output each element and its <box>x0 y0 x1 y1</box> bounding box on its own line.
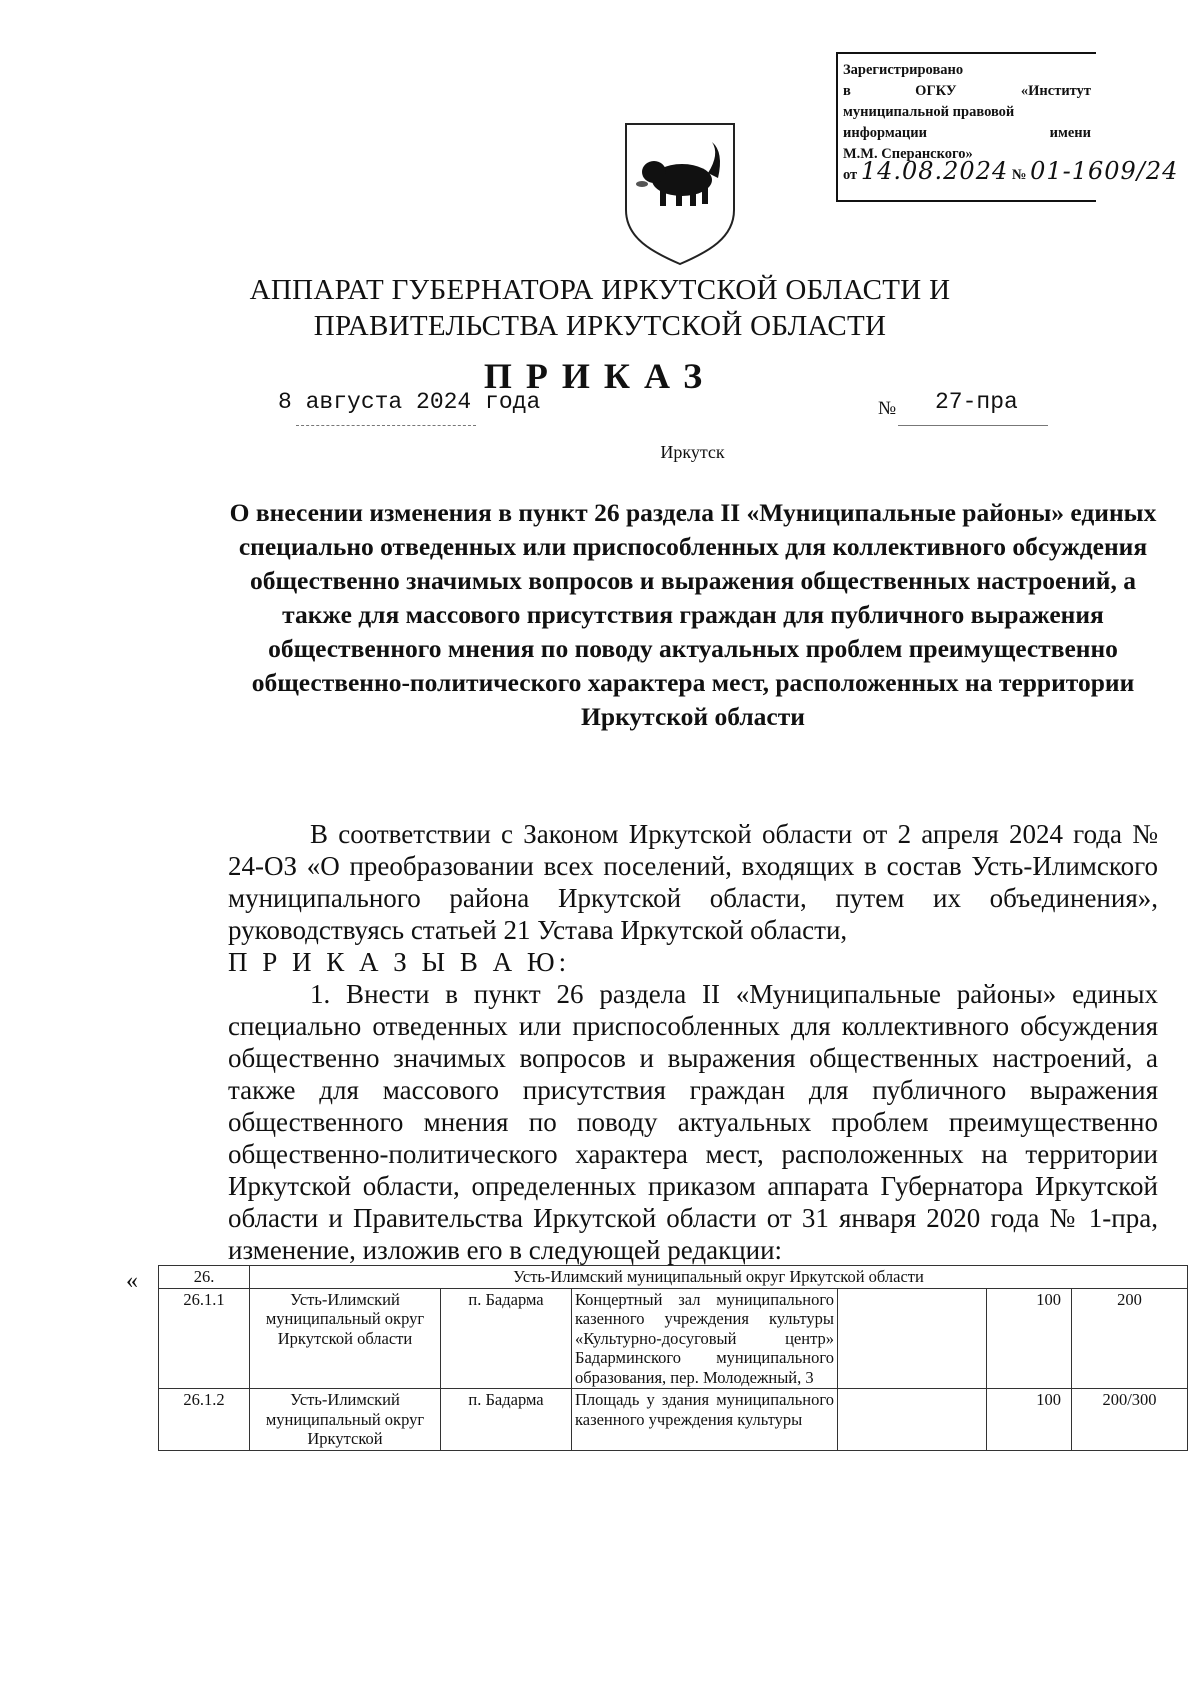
open-quote: « <box>126 1268 138 1294</box>
table-cell: 100 <box>987 1288 1072 1389</box>
paragraph-item-1: 1. Внести в пункт 26 раздела II «Муниципальные районы» единых специально отведенных или приспособленных для коллективного обсуждения общественно значимых вопросов и выражения общественных настроений, а также для массового присутствия граждан для публичного выражения общественного мнения по поводу актуальных проблем преимущественно общественно-политического характера мест, расположенных на территории Иркутской области, определенных приказом аппарата Губернатора Иркутской области и Правительства Иркутской области от 31 января 2020 года № 1-пра, изменение, изложив его в следующей редакции: <box>228 979 1158 1265</box>
document-heading: О внесении изменения в пункт 26 раздела II «Муниципальные районы» единых специально отведенных или приспособленных для коллективного обсуждения общественно значимых вопросов и выражения общественных настроений, а также для массового присутствия граждан для публичного выражения общественного мнения по поводу актуальных проблем преимущественно общественно-политического характера мест, расположенных на территории Иркутской области <box>229 498 1157 731</box>
document-number: 27-пра <box>935 389 1018 415</box>
document-date: 8 августа 2024 года <box>278 389 541 415</box>
stamp-line-6 <box>843 157 1179 186</box>
stamp-line-5: М.М. Сперанского» <box>843 146 973 162</box>
stamp-handwritten-number: 01-1609/24 <box>1030 157 1179 185</box>
org-line-2: ПРАВИТЕЛЬСТВА ИРКУТСКОЙ ОБЛАСТИ <box>313 310 887 342</box>
stamp-line-1: Зарегистрировано <box>843 62 964 78</box>
table-cell: Усть-Илимский муниципальный округ Иркутской области <box>250 1266 1188 1289</box>
stamp-line-2 <box>843 81 1091 102</box>
table-cell <box>838 1288 987 1389</box>
table-cell: п. Бадарма <box>441 1288 572 1389</box>
number-label: № <box>878 398 897 419</box>
city: Иркутск <box>660 442 725 462</box>
coat-of-arms-icon <box>620 118 740 268</box>
table-cell: Усть-Илимский муниципальный округ Иркутской <box>250 1389 441 1451</box>
table-cell <box>838 1389 987 1451</box>
table-cell: 100 <box>987 1389 1072 1451</box>
number-underline <box>898 425 1048 426</box>
stamp-word: «Институт <box>1020 83 1091 99</box>
stamp-handwritten-date: 14.08.2024 <box>860 157 1009 185</box>
places-table <box>158 1265 1188 1451</box>
date-underline <box>296 425 476 426</box>
paragraph-preamble: В соответствии с Законом Иркутской области от 2 апреля 2024 года № 24-ОЗ «О преобразовании всех поселений, входящих в состав Усть-Илимского муниципального района Иркутской области, путем их объединения», руководствуясь статьей 21 Устава Иркутской области, <box>228 819 1158 945</box>
stamp-word: имени <box>1049 125 1091 141</box>
organization-name <box>0 272 1200 344</box>
order-word: П Р И К А З Ы В А Ю: <box>228 947 571 977</box>
stamp-word: информации <box>843 125 927 141</box>
stamp-from-label: от <box>843 167 858 183</box>
registration-stamp <box>836 52 1179 202</box>
stamp-word: в <box>843 83 851 99</box>
table-cell: 26.1.1 <box>159 1288 250 1389</box>
stamp-number-label: № <box>1011 167 1027 183</box>
table-cell: Площадь у здания муниципального казенного учреждения культуры <box>572 1389 838 1451</box>
stamp-word: ОГКУ <box>915 83 957 99</box>
table-cell: 26. <box>159 1266 250 1289</box>
table-section-row <box>159 1266 1188 1289</box>
table-cell: 26.1.2 <box>159 1389 250 1451</box>
table-row <box>159 1288 1188 1389</box>
stamp-line-3: муниципальной правовой <box>843 104 1015 120</box>
table-cell: 200/300 <box>1072 1389 1188 1451</box>
table-cell: 200 <box>1072 1288 1188 1389</box>
document-body <box>228 818 1158 1266</box>
stamp-line-4 <box>843 123 1091 144</box>
table-cell: Концертный зал муниципального казенного учреждения культуры «Культурно-досуговый центр» Бадарминского муниципального образования, пер. Молодежный, 3 <box>572 1288 838 1389</box>
document-type: ПРИКАЗ <box>483 356 717 396</box>
table-cell: п. Бадарма <box>441 1389 572 1451</box>
table-row <box>159 1389 1188 1451</box>
table-cell: Усть-Илимский муниципальный округ Иркутской области <box>250 1288 441 1389</box>
org-line-1: АППАРАТ ГУБЕРНАТОРА ИРКУТСКОЙ ОБЛАСТИ И <box>249 274 951 306</box>
